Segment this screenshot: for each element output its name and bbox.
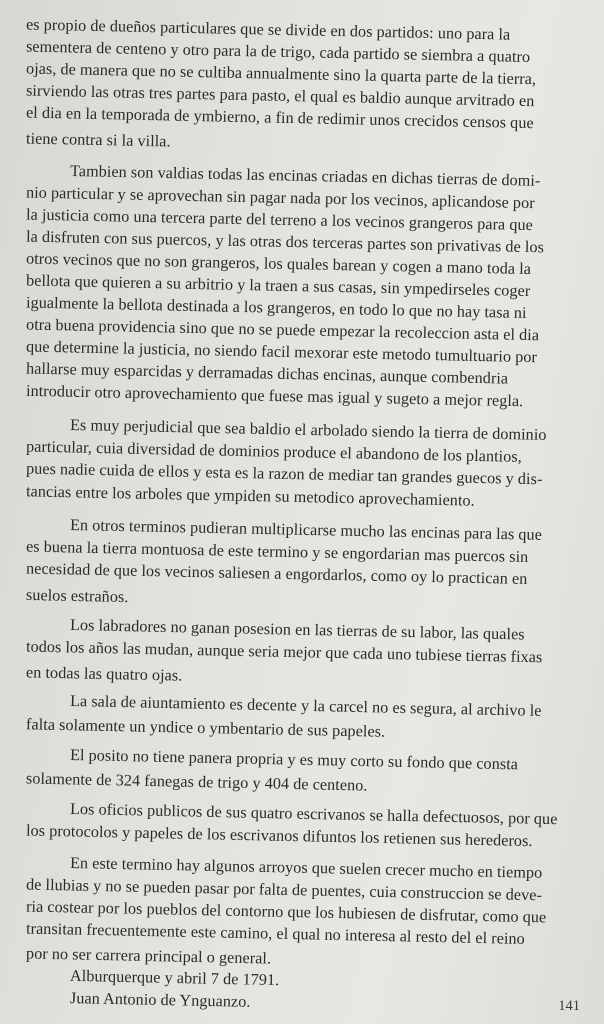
text-line: por no ser carrera principal o general. bbox=[25, 944, 272, 968]
text-line: falta solamente un yndice o ymbentario de sus papeles. bbox=[25, 715, 386, 741]
text-line: solamente de 324 fanegas de trigo y 404 de centeno. bbox=[25, 769, 368, 795]
paragraph-start: Es muy perjudicial que sea baldio el arbolado siendo la tierra de dominio bbox=[69, 415, 547, 444]
paragraph-start: En este termino hay algunos arroyos que suelen crecer mucho en tiempo bbox=[69, 853, 543, 882]
paragraph-start: En otros terminos pudieran multiplicarse mucho las encinas para las que bbox=[69, 515, 543, 544]
text-line: necesidad de que los vecinos saliesen a engordarlos, como oy lo practican en bbox=[25, 559, 528, 588]
text-line: transitan frecuentemente este camino, el qual no interesa al resto del el reino bbox=[25, 919, 525, 948]
text-line: que determine la justicia, no siendo facil mexorar este metodo tumultuario por bbox=[25, 337, 538, 367]
paragraph-start: El posito no tiene panera propria y es muy corto su fondo que consta bbox=[69, 745, 519, 774]
paragraph-start: Los oficios publicos de sus quatro escrivanos se halla defectuosos, por que bbox=[69, 799, 558, 829]
paragraph-start: Los labradores no ganan posesion en las tierras de su labor, las quales bbox=[69, 615, 525, 644]
signature-name: Juan Antonio de Ynguanzo. bbox=[69, 989, 251, 1011]
text-line: bellota que quieren a su arbitrio y la traen a sus casas, sin ympedirseles coger bbox=[25, 271, 531, 301]
text-line: igualmente la bellota destinada a los grangeros, en todo lo que no hay tasa ni bbox=[25, 293, 527, 322]
text-line: ria costear por los pueblos del contorno que los hubiesen de disfrutar, como que bbox=[25, 897, 547, 927]
text-line: otra buena providencia sino que no se puede empezar la recoleccion asta el dia bbox=[25, 315, 540, 345]
text-line: ojas, de manera que no se cultiba annualmente sino la quarta parte de la tierra, bbox=[25, 59, 537, 89]
text-line: sementera de centeno y otro para la de trigo, cada partido se siembra a quatro bbox=[25, 37, 531, 67]
text-line: la disfruten con sus puercos, y las otras dos terceras partes son privativas de los bbox=[25, 227, 545, 257]
signature-date: Alburquerque y abril 7 de 1791. bbox=[69, 966, 280, 990]
text-line: nio particular y se aprovechan sin pagar nada por los vecinos, aplicandose por bbox=[25, 183, 535, 213]
text-line: tiene contra si la villa. bbox=[25, 129, 171, 151]
text-line: de llubias y no se pueden pasar por falta de puentes, cuia construccion se deve- bbox=[25, 875, 543, 905]
text-line: todos los años las mudan, aunque seria mejor que cada uno tubiese tierras fixas bbox=[25, 637, 543, 667]
text-line: los protocolos y papeles de los escrivanos difuntos los retienen sus herederos. bbox=[25, 821, 533, 851]
text-line: particular, cuia diversidad de dominios produce el abandono de los plantios, bbox=[25, 437, 522, 466]
text-line: otros vecinos que no son grangeros, los quales barean y cogen a mano toda la bbox=[25, 249, 532, 279]
paragraph-start: Tambien son valdias todas las encinas criadas en dichas tierras de domi- bbox=[69, 161, 541, 190]
text-line: el dia en la temporada de ymbierno, a fin de redimir unos crecidos censos que bbox=[25, 103, 534, 133]
text-line: la justicia como una tercera parte del terreno a los vecinos grangeros para que bbox=[25, 205, 534, 235]
text-line: es buena la tierra montuosa de este termino y se engordarian mas puercos sin bbox=[25, 537, 529, 566]
paragraph-start: La sala de aiuntamiento es decente y la carcel no es segura, al archivo le bbox=[69, 691, 542, 720]
text-line: suelos estraños. bbox=[25, 585, 129, 607]
page-number: 141 bbox=[558, 998, 580, 1014]
text-line: es propio de dueños particulares que se divide en dos partidos: uno para la bbox=[25, 15, 511, 44]
text-line: pues nadie cuida de ellos y esta es la razon de mediar tan grandes guecos y dis- bbox=[25, 459, 543, 489]
text-line: en todas las quatro ojas. bbox=[25, 663, 183, 685]
text-line: sirviendo las otras tres partes para pasto, el qual es baldio aunque arvitrado en bbox=[25, 81, 535, 111]
text-line: introducir otro aprovechamiento que fuese mas igual y sugeto a mejor regla. bbox=[25, 381, 524, 411]
text-line: hallarse muy esparcidas y derramadas dichas encinas, aunque combendria bbox=[25, 359, 509, 388]
text-line: tancias entre los arboles que ympiden su metodico aprovechamiento. bbox=[25, 482, 475, 510]
